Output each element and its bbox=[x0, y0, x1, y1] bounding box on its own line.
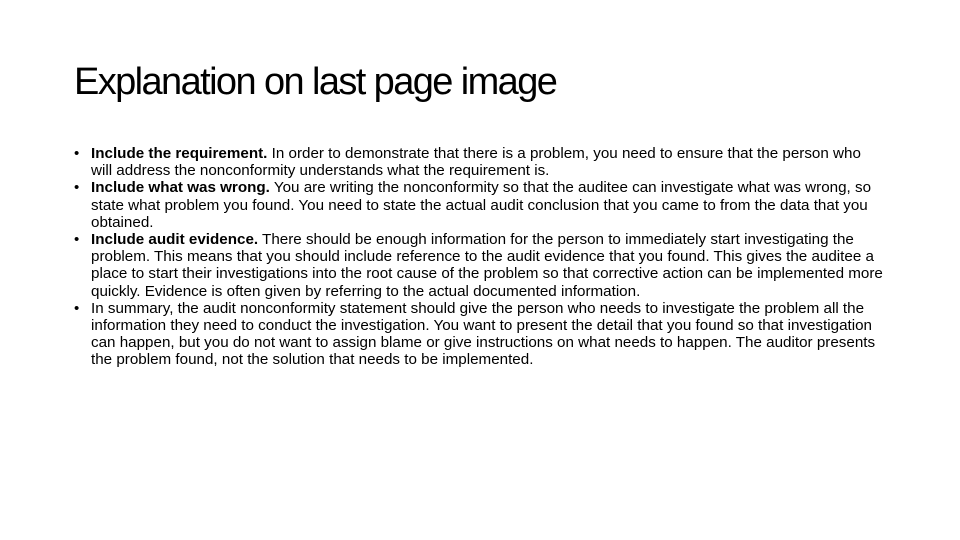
bullet-lead: Include what was wrong. bbox=[91, 179, 270, 197]
bullet-marker: • bbox=[74, 179, 80, 197]
bullet-marker: • bbox=[74, 299, 80, 317]
slide-title: Explanation on last page image bbox=[74, 61, 557, 103]
bullet-text: You are writing the nonconformity so that the auditee can investigate what was wrong, so state what problem you found. You need to state the actual audit conclusion that you came to from the data that you obtained. bbox=[91, 179, 872, 231]
bullet-text: In order to demonstrate that there is a problem, you need to ensure that the person who will address the nonconformity understands what the requirement is. bbox=[91, 145, 861, 180]
bullet-marker: • bbox=[74, 145, 80, 162]
bullet-lead: Include audit evidence. bbox=[91, 231, 259, 249]
bullet-list bbox=[74, 145, 886, 369]
bullet-text: In summary, the audit nonconformity statement should give the person who needs to investigate the problem all the information they need to conduct the investigation. You want to present the detail that you found so that investigation can happen, but you do not want to assign blame or give instructions on what needs to happen. The auditor presents the problem found, not the solution that needs to be implemented. bbox=[91, 299, 876, 369]
bullet-item-summary bbox=[74, 300, 886, 369]
bullet-lead: Include the requirement. bbox=[91, 145, 268, 162]
bullet-text: There should be enough information for the person to immediately start investigating the problem. This means that you should include reference to the audit evidence that you found. This gives the auditee a place to start their investigations into the root cause of the problem so that corrective action can be implemented more quickly. Evidence is often given by referring to the actual documented information. bbox=[91, 231, 883, 300]
bullet-marker: • bbox=[74, 231, 80, 249]
bullet-item-requirement bbox=[74, 145, 886, 179]
bullet-item-what-was-wrong bbox=[74, 179, 886, 231]
bullet-item-audit-evidence bbox=[74, 231, 886, 300]
